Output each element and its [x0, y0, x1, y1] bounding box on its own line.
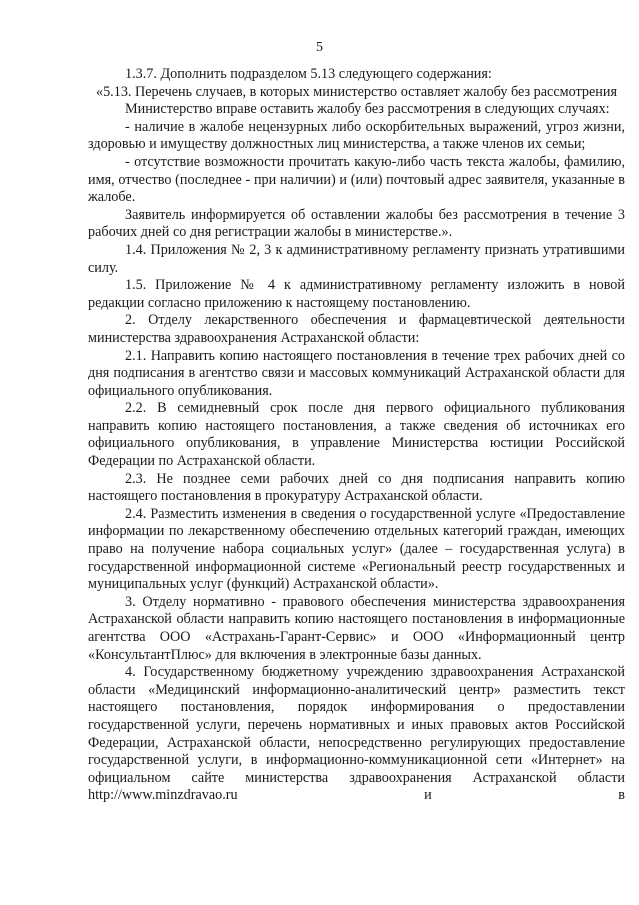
paragraph-2-1: 2.1. Направить копию настоящего постановления в течение трех рабочих дней со дня подписания в агентство связи и массовых коммуникаций Астраханской области для официального опубликования. — [88, 347, 625, 399]
paragraph-2-2: 2.2. В семидневный срок после дня первого официального публикования направить копию настоящего постановления, а также сведения об источниках его официального опубликования, в управление Министерства юстиции Российской Федерации по Астраханской области. — [88, 400, 625, 470]
paragraph-2-3: 2.3. Не позднее семи рабочих дней со дня подписания направить копию настоящего постановления в прокуратуру Астраханской области. — [88, 470, 625, 505]
paragraph-1-4: 1.4. Приложения № 2, 3 к административному регламенту признать утратившими силу. — [88, 241, 625, 276]
paragraph-5-13-heading: «5.13. Перечень случаев, в которых министерство оставляет жалобу без рассмотрения — [95, 83, 617, 100]
page-number: 5 — [316, 40, 323, 55]
paragraph-case-unreadable: - отсутствие возможности прочитать какую-либо часть текста жалобы, фамилию, имя, отчество (последнее - при наличии) и (или) почтовый адрес заявителя, указанные в жалобе. — [88, 153, 625, 206]
paragraph-1-3-7: 1.3.7. Дополнить подразделом 5.13 следующего содержания: — [125, 66, 492, 82]
paragraph-2-4: 2.4. Разместить изменения в сведения о государственной услуге «Предоставление информации по лекарственному обеспечению отдельных категорий граждан, имеющих право на получение набора социальных услуг» (далее – государственная услуга) в государственной информационной системе «Региональный реестр государственных и муниципальных услуг (функций) Астраханской области». — [88, 505, 625, 593]
paragraph-4: 4. Государственному бюджетному учреждению здравоохранения Астраханской области «Медицинский информационно-аналитический центр» разместить текст настоящего постановления, порядок информирования о предоставлении государственной услуги, перечень нормативных и иных правовых актов Российской Федерации, Астраханской области, непосредственно регулирующих предоставление государственной услуги, в информационно-коммуникационной сети «Интернет» на официальном сайте министерства здравоохранения Астраханской области http://www.minzdravao.ru и в — [88, 664, 625, 804]
paragraph-3: 3. Отделу нормативно - правового обеспечения министерства здравоохранения Астраханской области направить копию настоящего постановления в информационные агентства ООО «Астрахань-Гарант-Сервис» и ООО «Информационный центр «КонсультантПлюс» для включения в электронные базы данных. — [88, 593, 625, 663]
paragraph-1-5: 1.5. Приложение № 4 к административному регламенту изложить в новой редакции согласно приложению к настоящему постановлению. — [88, 277, 625, 311]
paragraph-case-obscene: - наличие в жалобе нецензурных либо оскорбительных выражений, угроз жизни, здоровью и имуществу должностных лиц министерства, а также членов их семьи; — [88, 118, 625, 153]
paragraph-applicant-informed: Заявитель информируется об оставлении жалобы без рассмотрения в течение 3 рабочих дней со дня регистрации жалобы в министерстве.». — [88, 206, 625, 241]
document-body — [88, 66, 625, 805]
paragraph-ministry-right: Министерство вправе оставить жалобу без рассмотрения в следующих случаях: — [125, 101, 610, 118]
paragraph-2: 2. Отделу лекарственного обеспечения и фармацевтической деятельности министерства здравоохранения Астраханской области: — [88, 312, 625, 346]
